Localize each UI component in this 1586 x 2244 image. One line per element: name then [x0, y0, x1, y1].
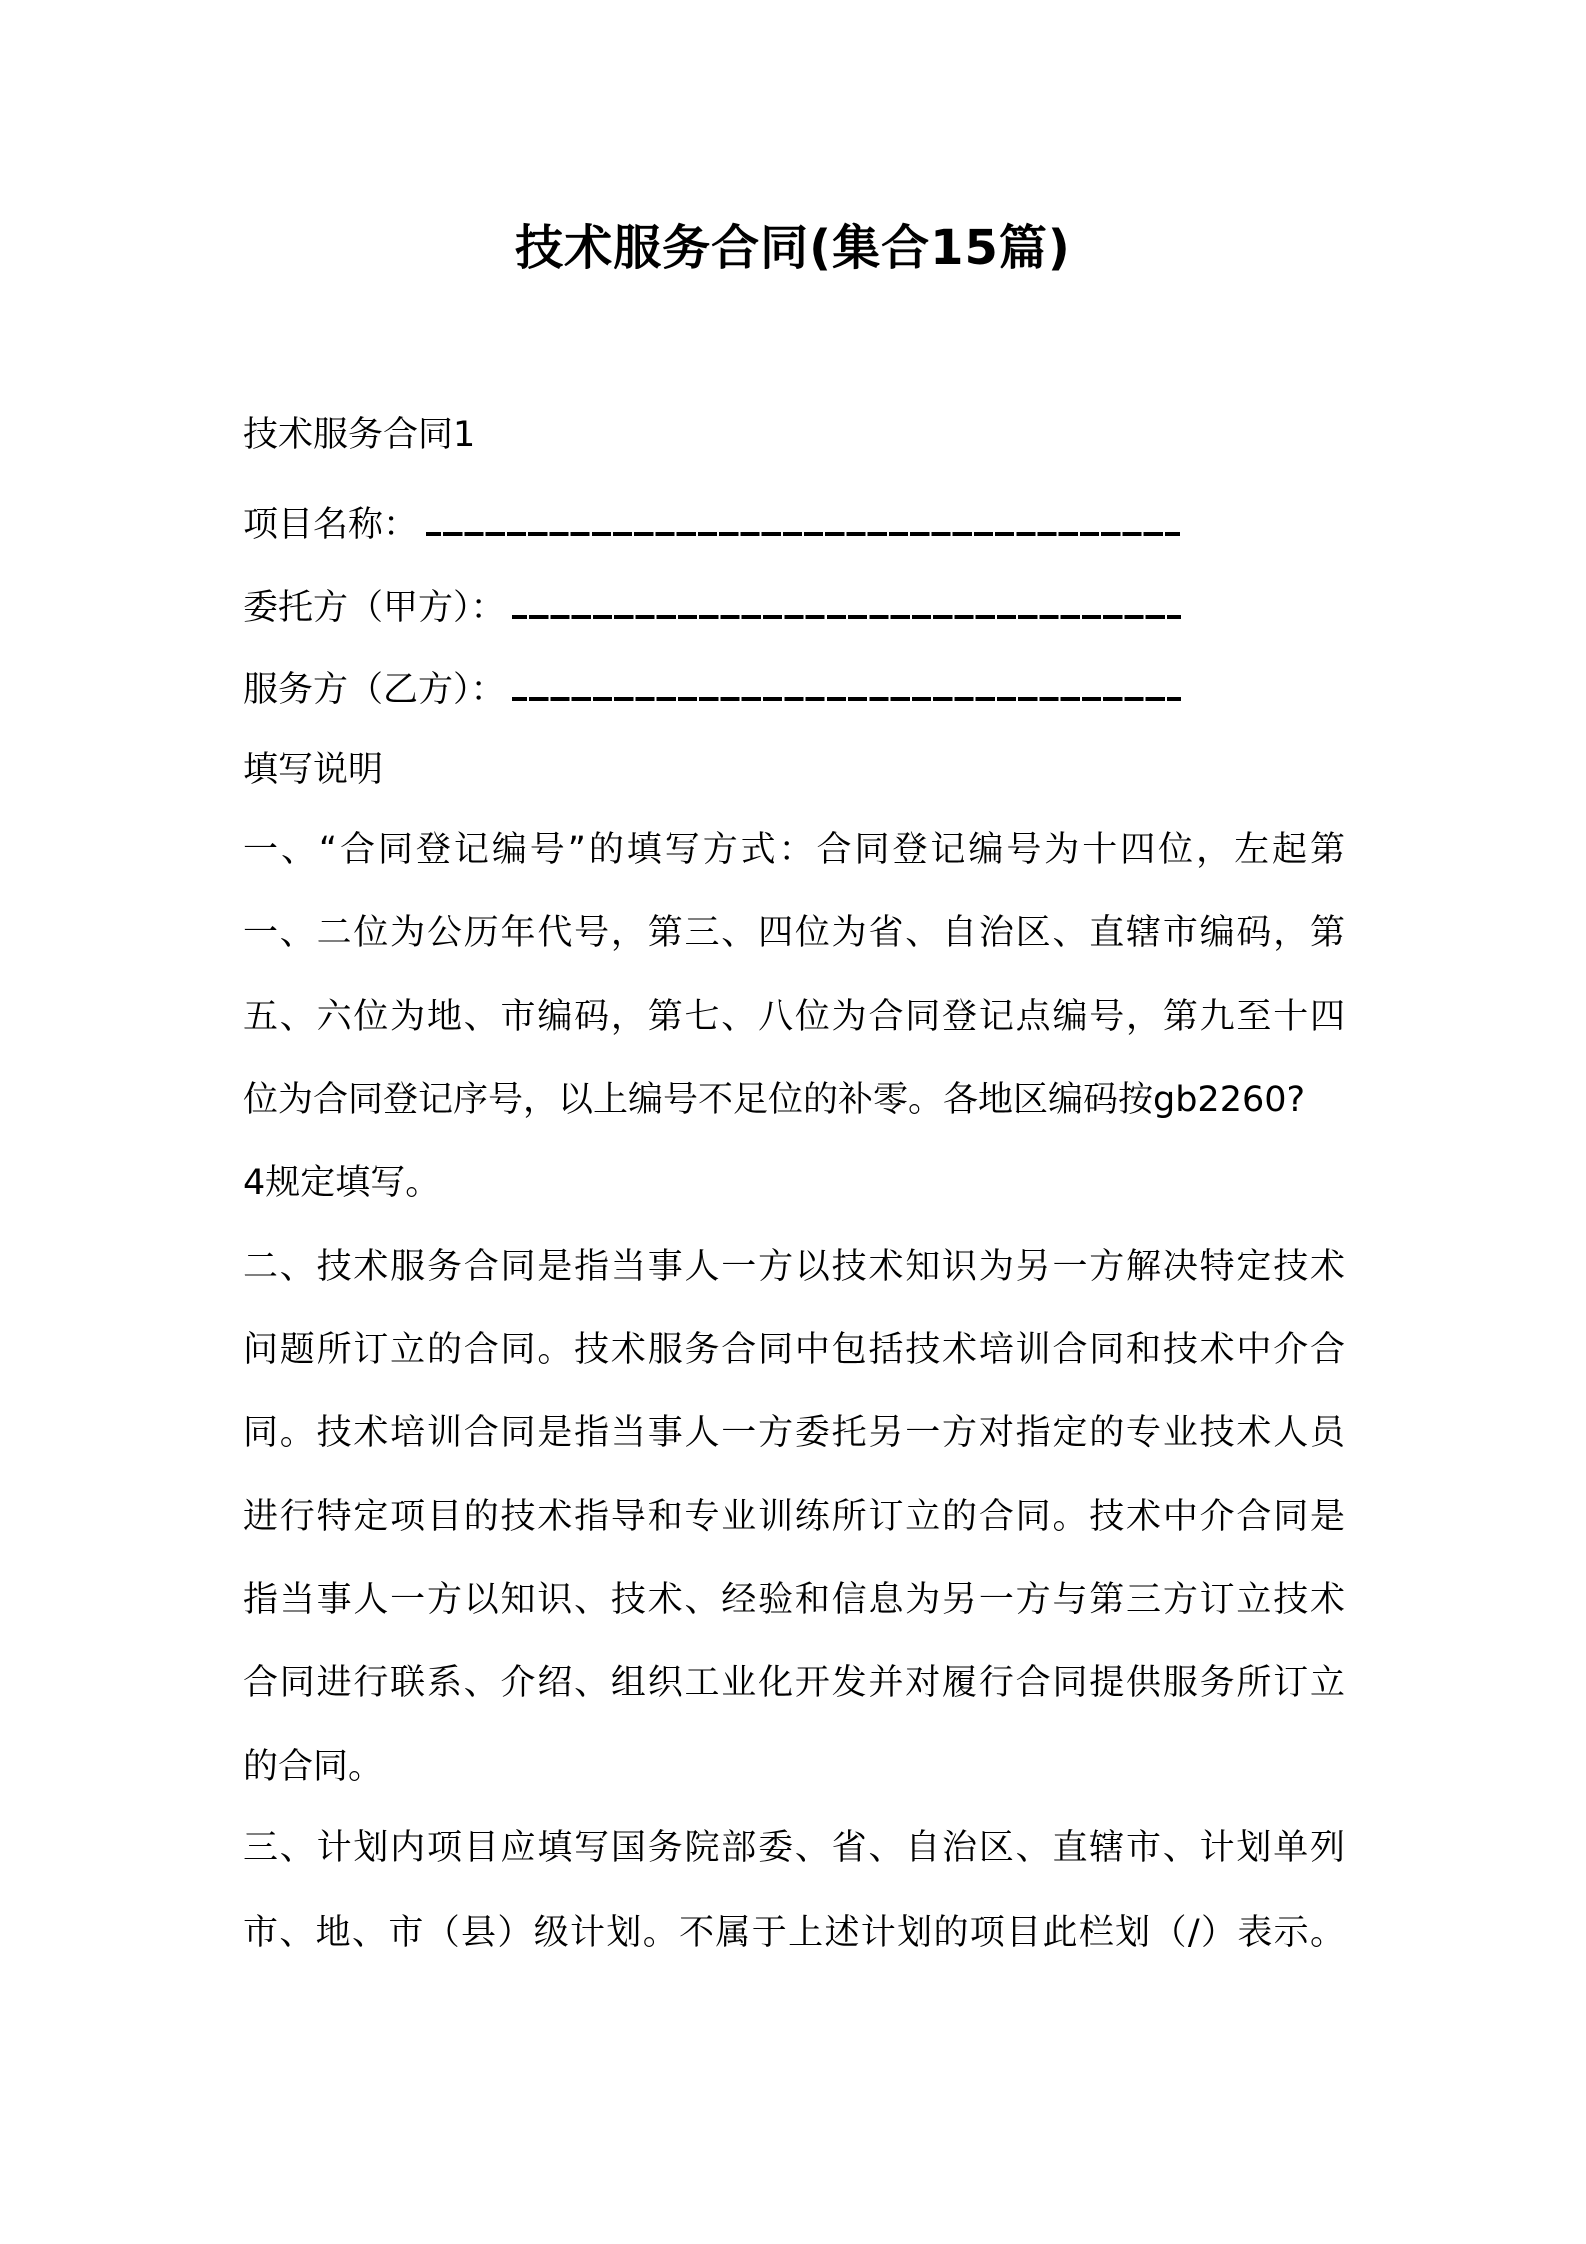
- field-label: 项目名称：: [243, 505, 419, 545]
- field-label: 服务方（乙方）：: [243, 670, 506, 710]
- paragraph-line: 同。技术培训合同是指当事人一方委托另一方对指定的专业技术人员: [243, 1413, 1345, 1453]
- paragraph-line: 三、计划内项目应填写国务院部委、省、自治区、直辖市、计划单列: [243, 1828, 1345, 1868]
- paragraph-line: 位为合同登记序号，以上编号不足位的补零。各地区编码按gb2260?: [243, 1080, 1306, 1120]
- provider-blank[interactable]: [512, 667, 1181, 701]
- project-name-blank[interactable]: [426, 502, 1180, 536]
- paragraph-line: 一、“合同登记编号”的填写方式：合同登记编号为十四位，左起第: [243, 830, 1345, 870]
- client-blank[interactable]: [512, 585, 1181, 619]
- paragraph-line: 市、地、市（县）级计划。不属于上述计划的项目此栏划（/）表示。: [243, 1913, 1345, 1953]
- paragraph-line: 4规定填写。: [243, 1163, 441, 1203]
- document-title: 技术服务合同(集合15篇): [515, 220, 1071, 276]
- field-project-name: [243, 500, 1180, 550]
- paragraph-line: 一、二位为公历年代号，第三、四位为省、自治区、直辖市编码，第: [243, 913, 1345, 953]
- paragraph-line: 问题所订立的合同。技术服务合同中包括技术培训合同和技术中介合: [243, 1330, 1345, 1370]
- section-heading: 技术服务合同1: [243, 415, 476, 455]
- field-provider: [243, 665, 1181, 715]
- paragraph-line: 的合同。: [243, 1747, 384, 1787]
- paragraph-line: 合同进行联系、介绍、组织工业化开发并对履行合同提供服务所订立: [243, 1663, 1345, 1703]
- field-label: 委托方（甲方）：: [243, 588, 506, 628]
- instructions-heading: 填写说明: [243, 750, 384, 790]
- paragraph-line: 进行特定项目的技术指导和专业训练所订立的合同。技术中介合同是: [243, 1497, 1345, 1537]
- paragraph-line: 五、六位为地、市编码，第七、八位为合同登记点编号，第九至十四: [243, 997, 1345, 1037]
- field-client: [243, 583, 1181, 633]
- paragraph-line: 二、技术服务合同是指当事人一方以技术知识为另一方解决特定技术: [243, 1247, 1345, 1287]
- paragraph-line: 指当事人一方以知识、技术、经验和信息为另一方与第三方订立技术: [243, 1580, 1345, 1620]
